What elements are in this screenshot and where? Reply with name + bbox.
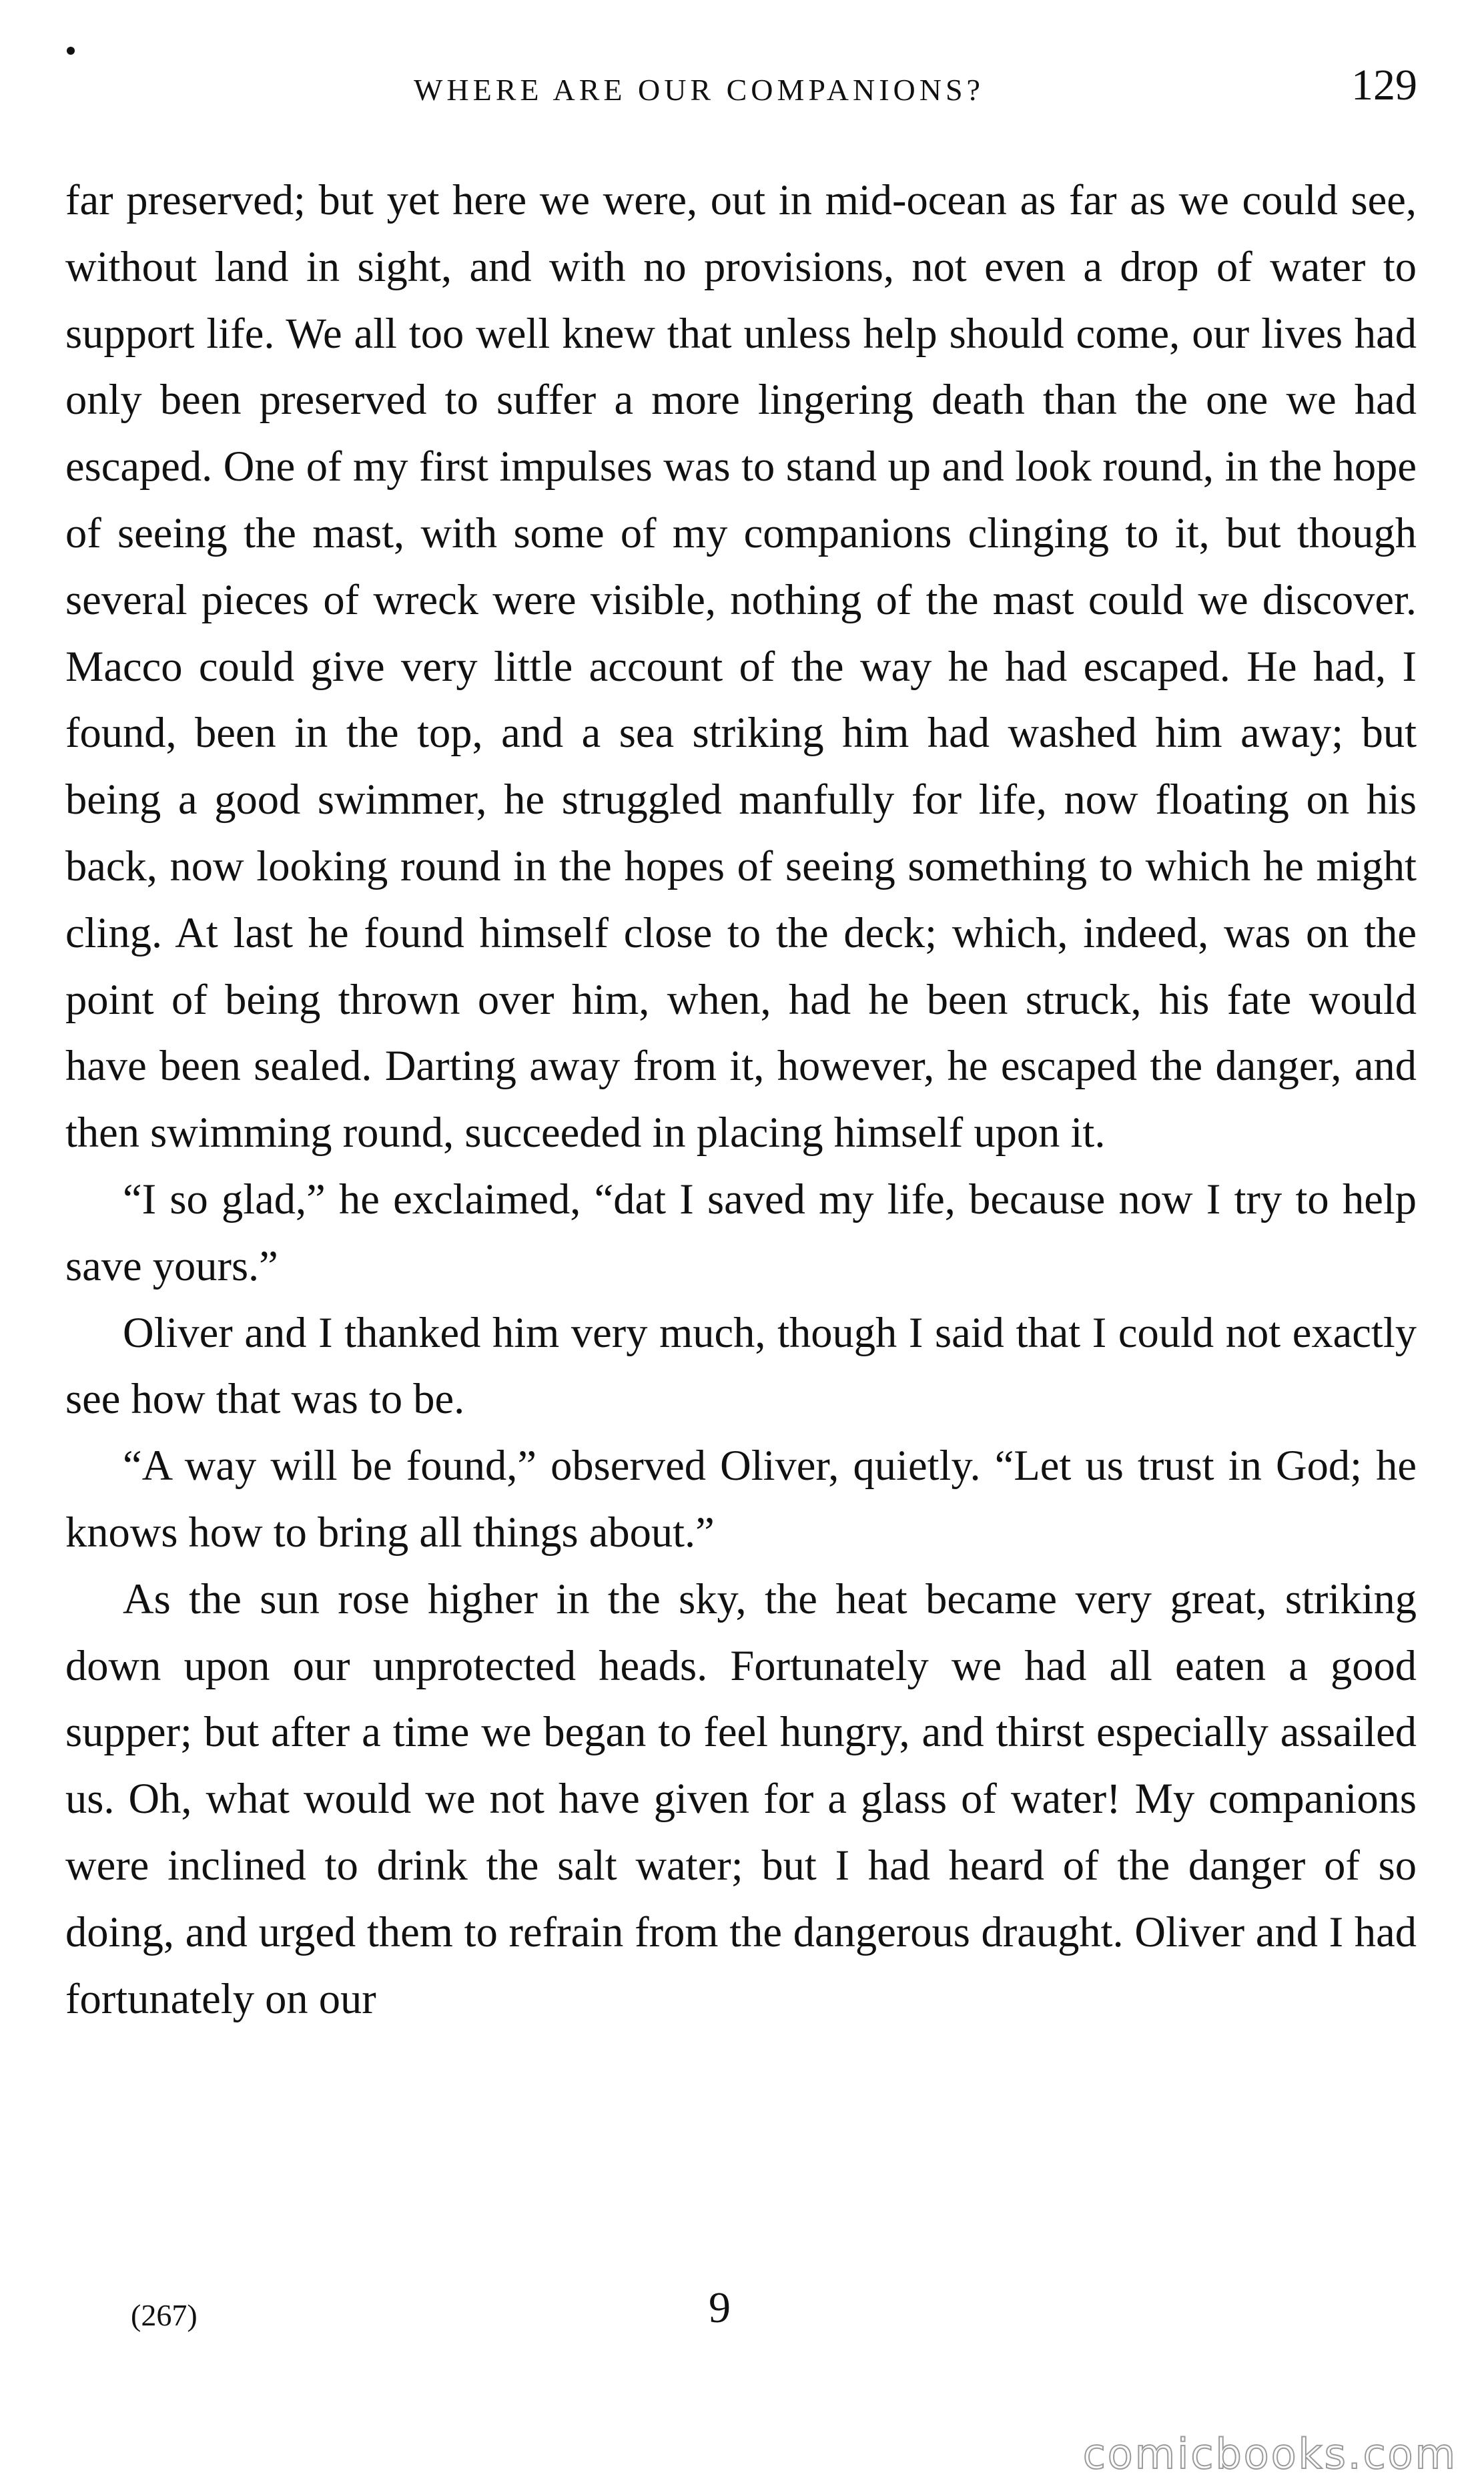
paragraph: far preserved; but yet here we were, out in mid-ocean as far as we could see, without land in sight, and with no provisions, not even a drop of water to support life. We all too well knew that unless help should come, our lives had only been preserved to suffer a more lingering death than the one we had escaped. One of my first impulses was to stand up and look round, in the hope of seeing the mast, with some of my companions clinging to it, but though several pieces of wreck were visible, nothing of the mast could we discover. Macco could give very little account of the way he had escaped. He had, I found, been in the top, and a sea striking him had washed him away; but being a good swimmer, he struggled manfully for life, now floating on his back, now looking round in the hopes of seeing something to which he might cling. At last he found himself close to the deck; which, indeed, was on the point of being thrown over him, when, had he been struck, his fate would have been sealed. Darting away from it, however, he escaped the danger, and then swimming round, succeeded in placing himself upon it. xyxy=(65,176,1417,1157)
paragraph: As the sun rose higher in the sky, the heat became very great, striking down upon our unprotected heads. Fortunately we had all eaten a good supper; but after a time we began to feel hungry, and thirst especially assailed us. Oh, what would we not have given for a glass of water! My companions were inclined to drink the salt water; but I had heard of the danger of so doing, and urged them to refrain from the dangerous draught. Oliver and I had fortunately on our xyxy=(65,1575,1417,2022)
watermark-logo: comicbooks.com xyxy=(1082,2430,1457,2478)
running-head: WHERE ARE OUR COMPANIONS? xyxy=(414,73,984,107)
signature-number: 9 xyxy=(709,2283,731,2332)
paragraph: Oliver and I thanked him very much, though I said that I could not exactly see how that was to be. xyxy=(65,1308,1417,1423)
ink-speck xyxy=(67,47,75,55)
printer-signature-mark: (267) xyxy=(131,2298,198,2332)
paragraph: “A way will be found,” observed Oliver, quietly. “Let us trust in God; he knows how to bring all things about.” xyxy=(65,1442,1417,1556)
paragraph: “I so glad,” he exclaimed, “dat I saved my life, because now I try to help save yours.” xyxy=(65,1175,1417,1290)
body-text xyxy=(65,167,1417,2032)
page-number: 129 xyxy=(1351,61,1417,109)
